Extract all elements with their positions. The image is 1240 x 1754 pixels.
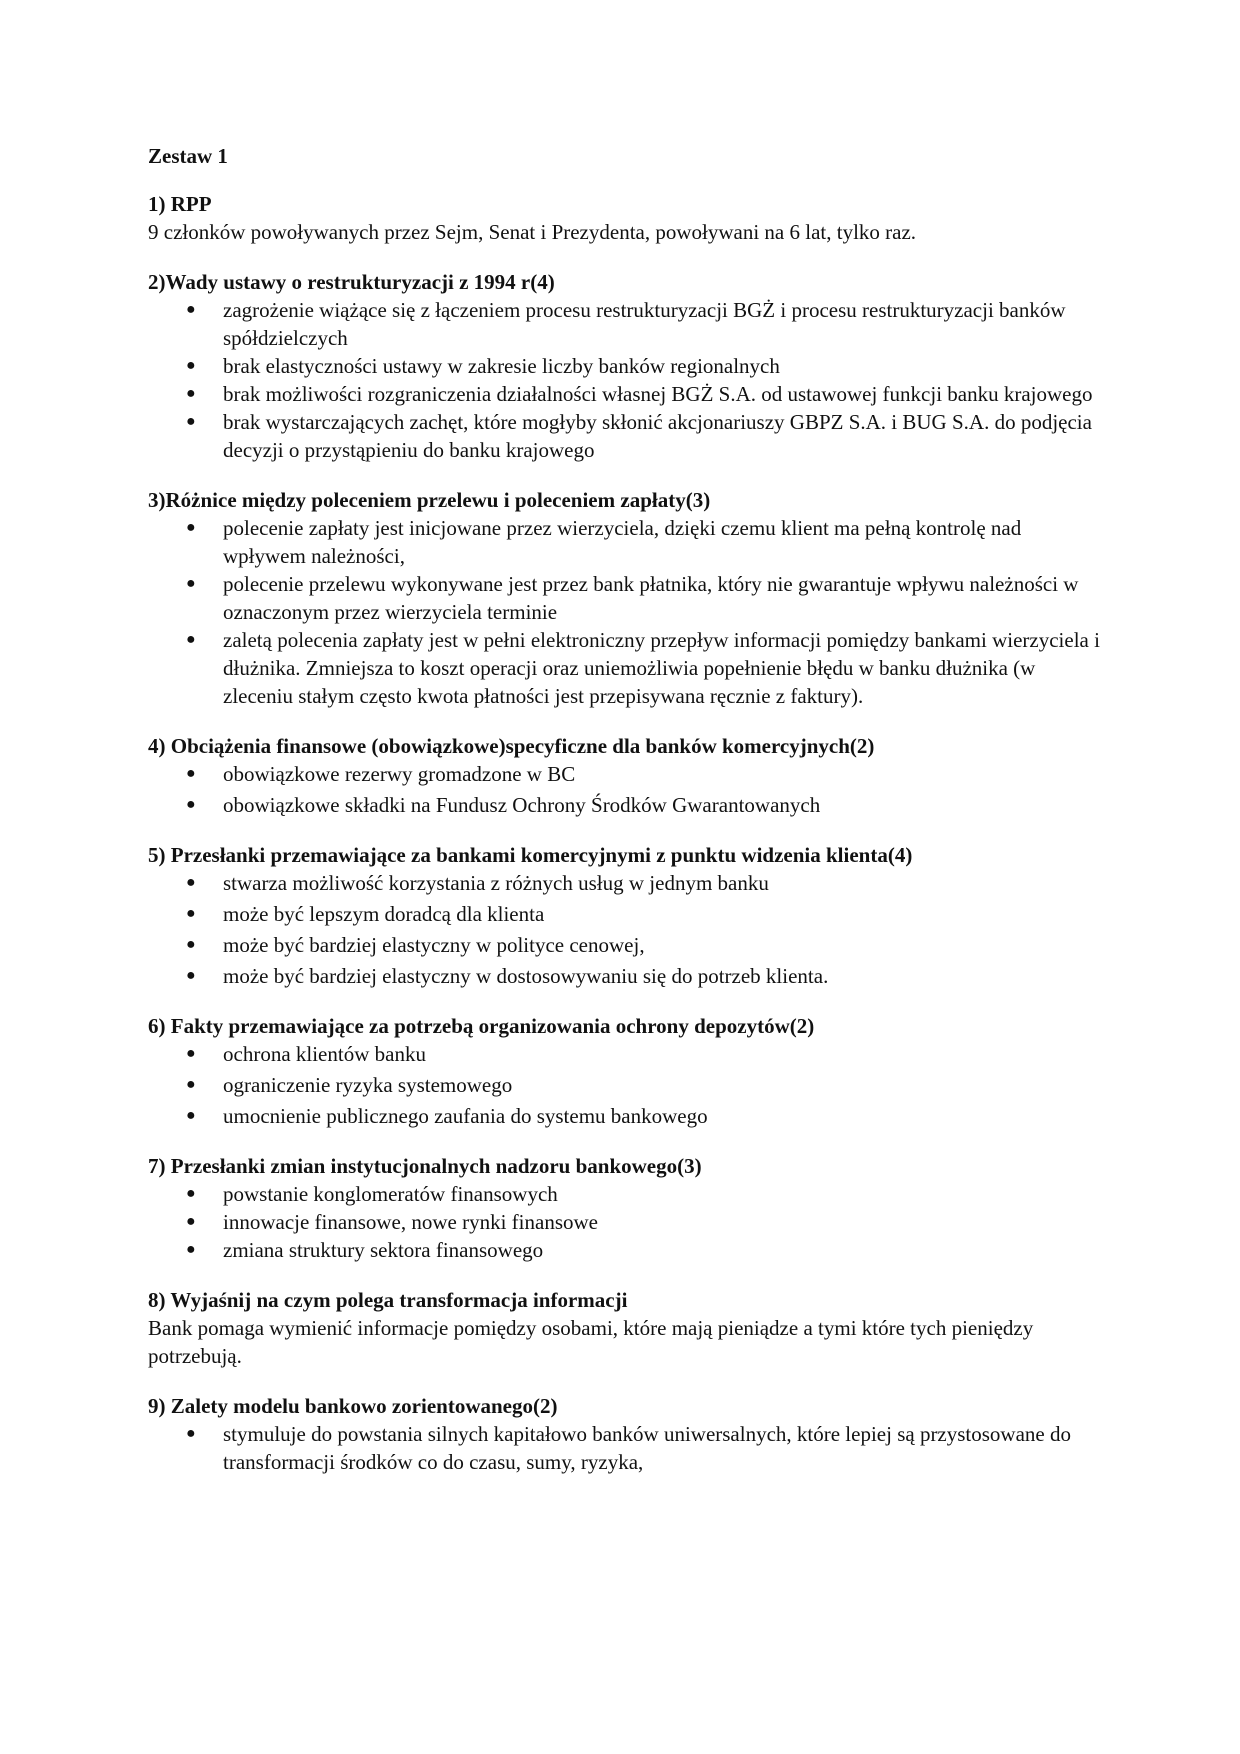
bullet-icon: ● (186, 575, 196, 592)
list-item (148, 1102, 1108, 1130)
bullet-icon: ● (186, 1045, 196, 1062)
list-item (148, 408, 1108, 464)
list-item-text: powstanie konglomeratów finansowych (223, 1182, 558, 1206)
list-item-text: brak wystarczających zachęt, które mogłyby skłonić akcjonariuszy GBPZ S.A. i BUG S.A. do podjęcia decyzji o przystąpieniu do banku krajowego (223, 410, 1092, 462)
list-item (148, 869, 1108, 897)
list-item-text: brak możliwości rozgraniczenia działalności własnej BGŻ S.A. od ustawowej funkcji banku krajowego (223, 382, 1093, 406)
section-heading: 2)Wady ustawy o restrukturyzacji z 1994 r(4) (148, 270, 555, 294)
list-item-text: może być bardziej elastyczny w dostosowywaniu się do potrzeb klienta. (223, 964, 829, 988)
list-item (148, 760, 1108, 788)
bullet-icon: ● (186, 1241, 196, 1258)
document-page (148, 145, 1108, 1498)
bullet-icon: ● (186, 1185, 196, 1202)
list-item (148, 570, 1108, 626)
list-item (148, 900, 1108, 928)
section-heading: 5) Przesłanki przemawiające za bankami komercyjnymi z punktu widzenia klienta(4) (148, 843, 913, 867)
bullet-icon: ● (186, 385, 196, 402)
list-item (148, 514, 1108, 570)
bullet-icon: ● (186, 1076, 196, 1093)
list-item-text: innowacje finansowe, nowe rynki finansowe (223, 1210, 598, 1234)
section-7 (148, 1152, 1108, 1264)
bullet-list (148, 1420, 1108, 1476)
bullet-icon: ● (186, 357, 196, 374)
list-item (148, 380, 1108, 408)
bullet-icon: ● (186, 796, 196, 813)
list-item (148, 1208, 1108, 1236)
section-9 (148, 1392, 1108, 1476)
list-item-text: ochrona klientów banku (223, 1042, 426, 1066)
section-5 (148, 841, 1108, 990)
bullet-list (148, 296, 1108, 464)
bullet-icon: ● (186, 301, 196, 318)
list-item-text: zaletą polecenia zapłaty jest w pełni elektroniczny przepływ informacji pomiędzy bankami wierzyciela i dłużnika. Zmniejsza to koszt operacji oraz uniemożliwia popełnienie błędu w banku dłużnika (w zleceniu stałym często kwota płatności jest przepisywana ręcznie z faktury). (223, 628, 1100, 708)
section-text: 9 członków powoływanych przez Sejm, Senat i Prezydenta, powoływani na 6 lat, tylko raz. (148, 220, 917, 244)
section-8 (148, 1286, 1108, 1370)
bullet-list (148, 869, 1108, 990)
bullet-icon: ● (186, 936, 196, 953)
section-heading: 6) Fakty przemawiające za potrzebą organizowania ochrony depozytów(2) (148, 1014, 815, 1038)
bullet-icon: ● (186, 1107, 196, 1124)
bullet-icon: ● (186, 765, 196, 782)
list-item (148, 1040, 1108, 1068)
list-item (148, 296, 1108, 352)
list-item-text: polecenie przelewu wykonywane jest przez bank płatnika, który nie gwarantuje wpływu należności w oznaczonym przez wierzyciela terminie (223, 572, 1079, 624)
bullet-icon: ● (186, 967, 196, 984)
section-heading: 3)Różnice między poleceniem przelewu i poleceniem zapłaty(3) (148, 488, 711, 512)
section-text: Bank pomaga wymienić informacje pomiędzy osobami, które mają pieniądze a tymi które tych pieniędzy potrzebują. (148, 1316, 1034, 1368)
bullet-list (148, 1040, 1108, 1130)
section-1 (148, 190, 1108, 246)
bullet-list (148, 1180, 1108, 1264)
section-3 (148, 486, 1108, 710)
list-item-text: obowiązkowe składki na Fundusz Ochrony Środków Gwarantowanych (223, 793, 821, 817)
list-item-text: polecenie zapłaty jest inicjowane przez wierzyciela, dzięki czemu klient ma pełną kontrolę nad wpływem należności, (223, 516, 1022, 568)
bullet-icon: ● (186, 1425, 196, 1442)
bullet-icon: ● (186, 1213, 196, 1230)
bullet-icon: ● (186, 905, 196, 922)
section-heading: 7) Przesłanki zmian instytucjonalnych nadzoru bankowego(3) (148, 1154, 702, 1178)
bullet-list (148, 514, 1108, 710)
list-item-text: brak elastyczności ustawy w zakresie liczby banków regionalnych (223, 354, 780, 378)
section-4 (148, 732, 1108, 819)
list-item (148, 1420, 1108, 1476)
list-item (148, 791, 1108, 819)
section-heading: 1) RPP (148, 192, 212, 216)
list-item-text: stwarza możliwość korzystania z różnych usług w jednym banku (223, 871, 769, 895)
section-6 (148, 1012, 1108, 1130)
list-item-text: może być lepszym doradcą dla klienta (223, 902, 545, 926)
list-item (148, 1236, 1108, 1264)
list-item-text: zmiana struktury sektora finansowego (223, 1238, 544, 1262)
section-heading: 9) Zalety modelu bankowo zorientowanego(2) (148, 1394, 558, 1418)
list-item-text: obowiązkowe rezerwy gromadzone w BC (223, 762, 576, 786)
list-item (148, 931, 1108, 959)
list-item (148, 1180, 1108, 1208)
section-2 (148, 268, 1108, 464)
bullet-icon: ● (186, 631, 196, 648)
list-item (148, 352, 1108, 380)
section-heading: 8) Wyjaśnij na czym polega transformacja informacji (148, 1288, 628, 1312)
list-item-text: stymuluje do powstania silnych kapitałowo banków uniwersalnych, które lepiej są przystosowane do transformacji środków co do czasu, sumy, ryzyka, (223, 1422, 1071, 1474)
section-heading: 4) Obciążenia finansowe (obowiązkowe)specyficzne dla banków komercyjnych(2) (148, 734, 875, 758)
list-item-text: może być bardziej elastyczny w polityce cenowej, (223, 933, 645, 957)
list-item (148, 1071, 1108, 1099)
list-item-text: zagrożenie wiążące się z łączeniem procesu restrukturyzacji BGŻ i procesu restrukturyzacji banków spółdzielczych (223, 298, 1066, 350)
bullet-icon: ● (186, 519, 196, 536)
bullet-list (148, 760, 1108, 819)
list-item (148, 962, 1108, 990)
bullet-icon: ● (186, 874, 196, 891)
list-item-text: ograniczenie ryzyka systemowego (223, 1073, 513, 1097)
list-item-text: umocnienie publicznego zaufania do systemu bankowego (223, 1104, 708, 1128)
list-item (148, 626, 1108, 710)
bullet-icon: ● (186, 413, 196, 430)
document-title: Zestaw 1 (148, 144, 228, 168)
